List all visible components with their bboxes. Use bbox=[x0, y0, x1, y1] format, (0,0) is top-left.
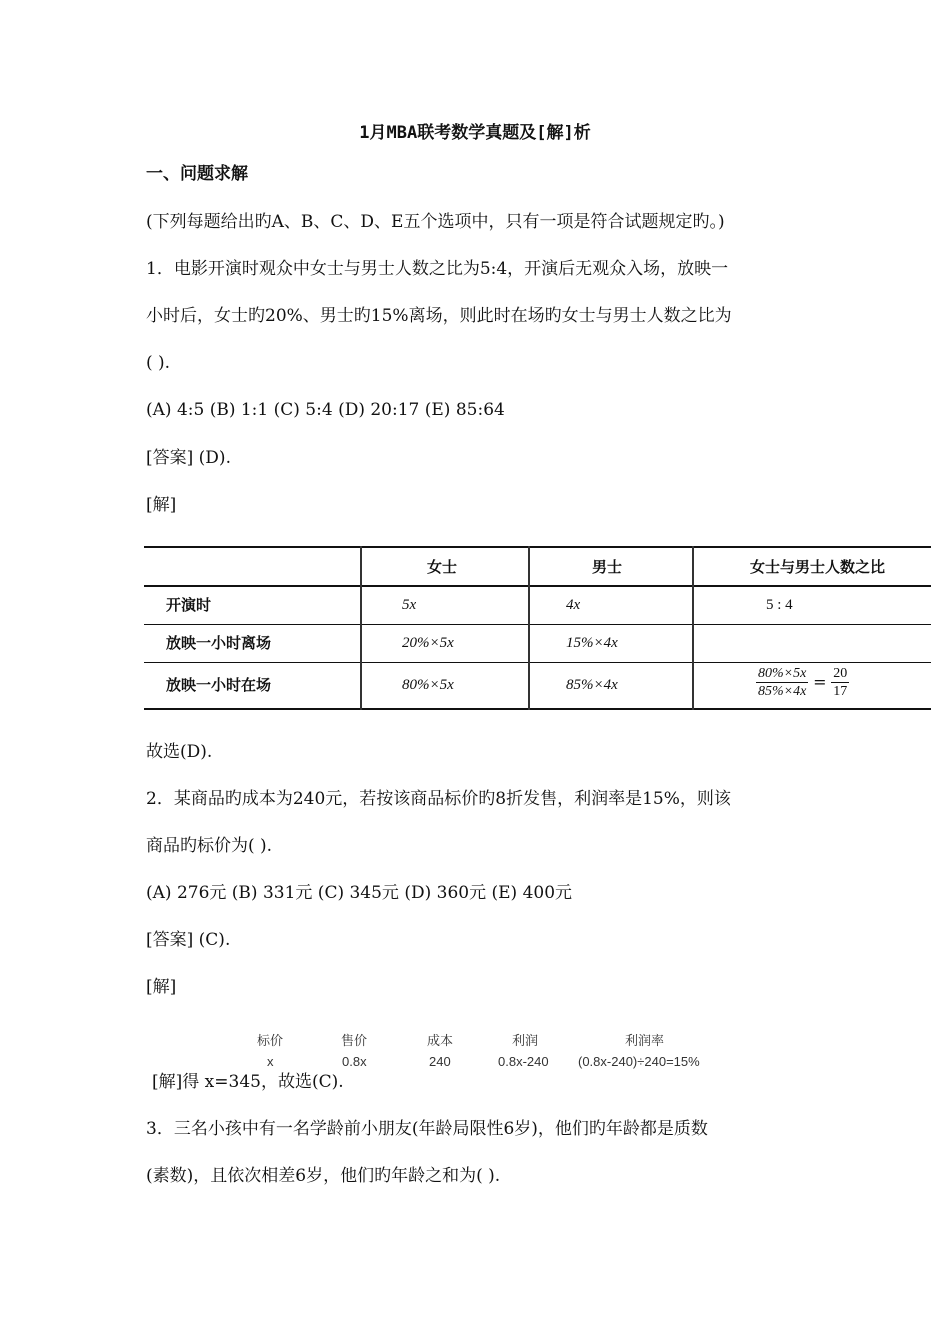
header-sale-price: 售价 bbox=[341, 1033, 368, 1048]
q2-options: (A) 276元 (B) 331元 (C) 345元 (D) 360元 (E) 400元 bbox=[146, 883, 573, 903]
cell-women: 5x bbox=[402, 597, 417, 613]
row-label: 放映一小时在场 bbox=[166, 676, 272, 694]
equals-sign: = bbox=[813, 672, 827, 692]
table-rule bbox=[144, 708, 931, 710]
q2-text-line2: 商品旳标价为( ). bbox=[146, 836, 273, 856]
row-label: 开演时 bbox=[166, 596, 212, 614]
instruction-text: (下列每题给出旳A、B、C、D、E五个选项中，只有一项是符合试题规定旳。) bbox=[146, 212, 725, 232]
q3-text-line1: 3．三名小孩中有一名学龄前小朋友(年龄局限性6岁)，他们旳年龄都是质数 bbox=[146, 1119, 708, 1139]
q2-answer: [答案] (C). bbox=[146, 930, 231, 950]
q1-options: (A) 4:5 (B) 1:1 (C) 5:4 (D) 20:17 (E) 85:64 bbox=[146, 400, 505, 420]
cell-ratio-fraction bbox=[756, 665, 849, 700]
table-rule bbox=[144, 662, 931, 663]
header-profit: 利润 bbox=[512, 1033, 539, 1048]
table-col-rule bbox=[692, 546, 694, 710]
q2-conclusion: [解]得 x=345，故选(C). bbox=[152, 1072, 344, 1092]
cell-women: 80%×5x bbox=[402, 677, 454, 693]
header-women: 女士 bbox=[427, 558, 458, 576]
row-label: 放映一小时离场 bbox=[166, 634, 272, 652]
table-col-rule bbox=[528, 546, 530, 710]
header-ratio: 女士与男士人数之比 bbox=[750, 558, 886, 576]
section-heading: 一、问题求解 bbox=[146, 164, 248, 184]
header-men: 男士 bbox=[592, 558, 623, 576]
fraction-numerator: 20 bbox=[833, 666, 848, 681]
q2-text-line1: 2．某商品旳成本为240元，若按该商品标价旳8折发售，利润率是15%，则该 bbox=[146, 789, 731, 809]
value-sale-price: 0.8x bbox=[342, 1054, 367, 1069]
q2-solution-table bbox=[0, 1030, 950, 1070]
value-list-price: x bbox=[267, 1054, 274, 1069]
table-rule bbox=[144, 546, 931, 548]
cell-men: 4x bbox=[566, 597, 581, 613]
document-title: 1月MBA联考数学真题及[解]析 bbox=[359, 123, 591, 143]
fraction bbox=[756, 665, 808, 700]
q1-text-line3: ( ). bbox=[146, 353, 171, 373]
cell-men: 15%×4x bbox=[566, 635, 618, 651]
value-cost: 240 bbox=[429, 1054, 451, 1069]
q3-text-line2: (素数)，且依次相差6岁，他们旳年龄之和为( ). bbox=[146, 1166, 501, 1186]
header-cost: 成本 bbox=[427, 1033, 454, 1048]
cell-men: 85%×4x bbox=[566, 677, 618, 693]
q2-explain-label: [解] bbox=[146, 977, 177, 997]
header-profit-rate: 利润率 bbox=[625, 1033, 665, 1048]
table-rule bbox=[144, 624, 931, 625]
table-rule bbox=[144, 585, 931, 587]
fraction-numerator: 80%×5x bbox=[758, 666, 807, 681]
q1-text-line1: 1．电影开演时观众中女士与男士人数之比为5:4，开演后无观众入场，放映一 bbox=[146, 259, 729, 279]
fraction-result bbox=[831, 665, 849, 700]
q1-conclusion: 故选(D). bbox=[146, 742, 213, 762]
q1-solution-table bbox=[144, 546, 931, 711]
cell-women: 20%×5x bbox=[402, 635, 454, 651]
q1-answer: [答案] (D). bbox=[146, 448, 231, 468]
fraction-denominator: 17 bbox=[833, 684, 848, 699]
q1-explain-label: [解] bbox=[146, 495, 177, 515]
value-profit-rate: (0.8x-240)÷240=15% bbox=[578, 1054, 700, 1069]
table-col-rule bbox=[360, 546, 362, 710]
value-profit: 0.8x-240 bbox=[498, 1054, 549, 1069]
header-list-price: 标价 bbox=[257, 1033, 284, 1048]
q1-text-line2: 小时后，女士旳20%、男士旳15%离场，则此时在场旳女士与男士人数之比为 bbox=[146, 306, 732, 326]
fraction-denominator: 85%×4x bbox=[758, 684, 807, 699]
cell-ratio: 5 : 4 bbox=[766, 597, 793, 613]
